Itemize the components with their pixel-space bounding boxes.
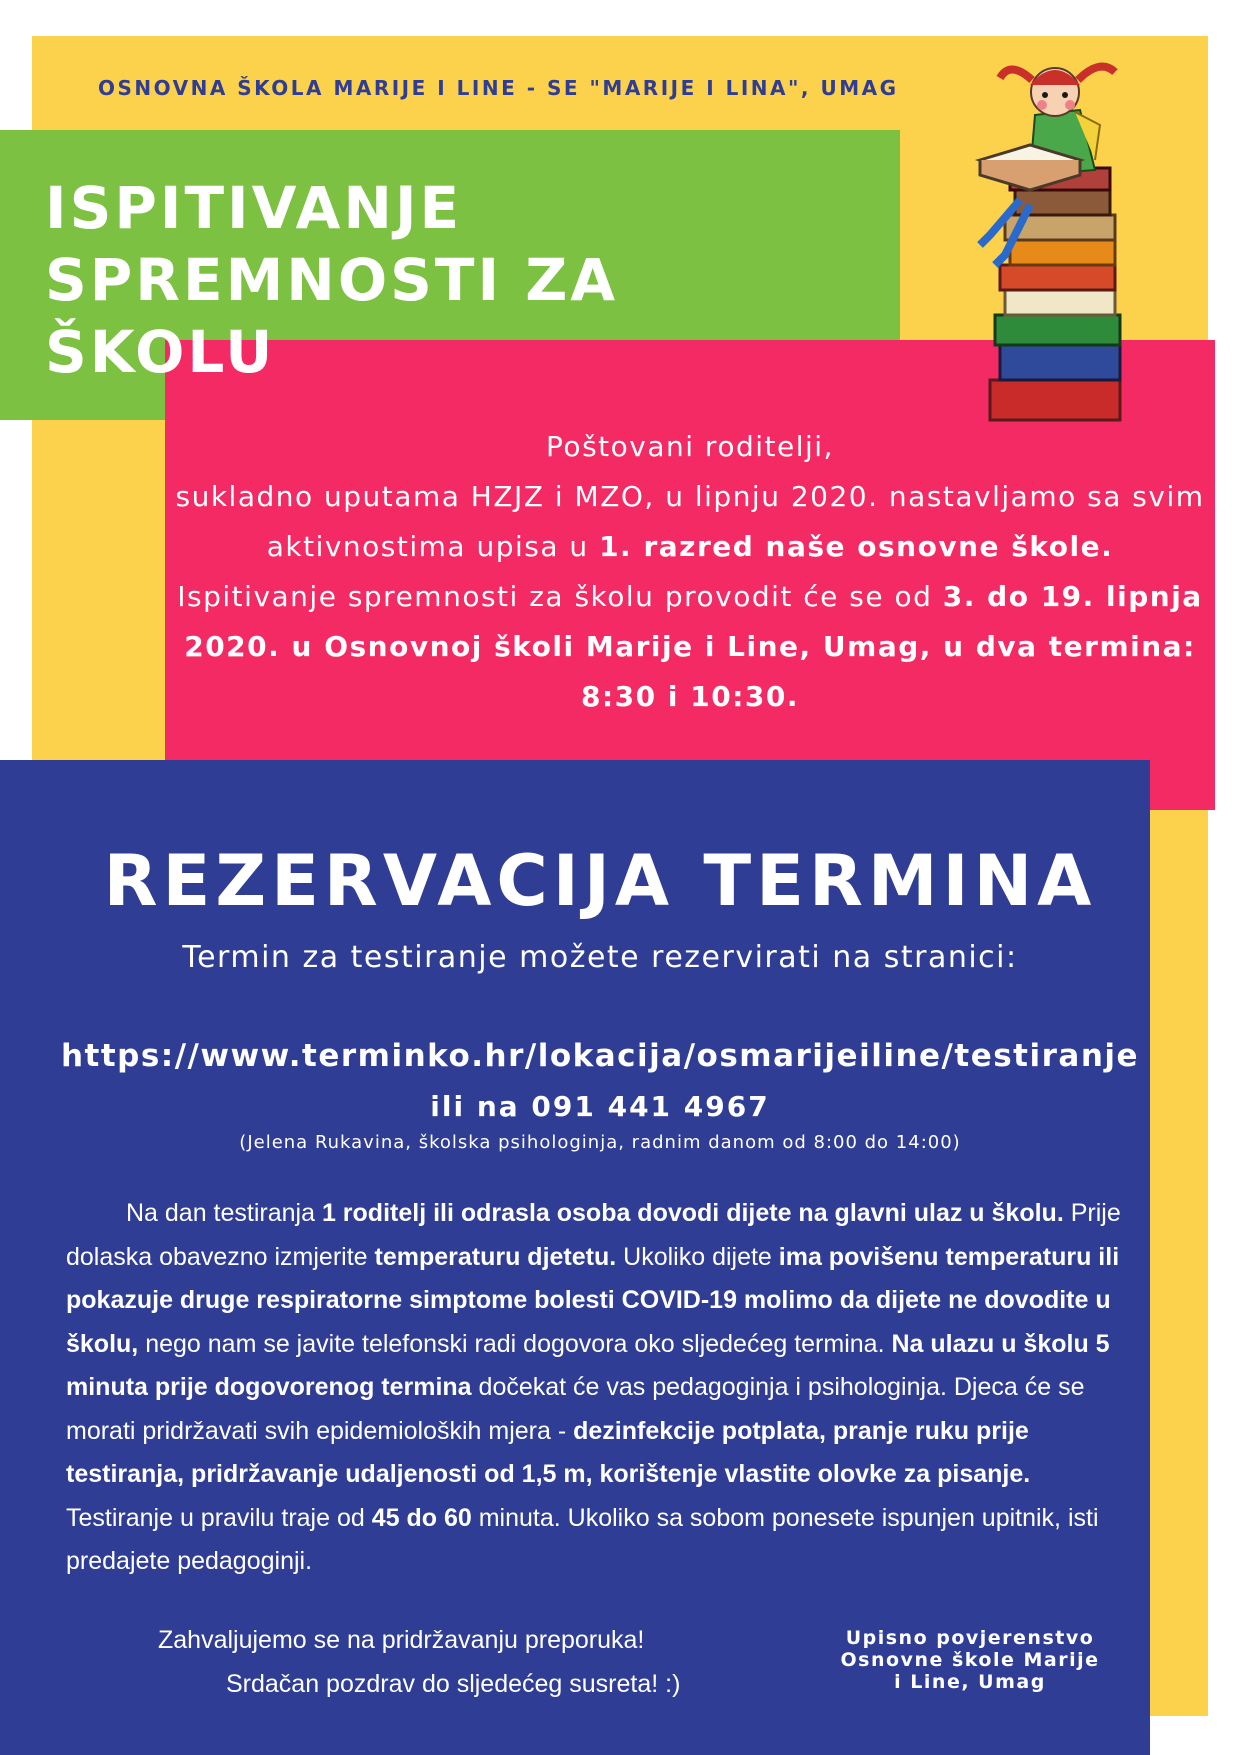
instructions-text-6: Testiranje u pravilu traje od [66, 1503, 372, 1532]
reservation-contact-info: (Jelena Rukavina, školska psihologinja, radnim danom od 8:00 do 14:00) [239, 1132, 961, 1153]
intro-paragraph-1 [170, 472, 1210, 572]
intro-p1-bold: 1. razred naše osnovne škole. [599, 530, 1114, 563]
instructions-text-3: Ukoliko dijete [616, 1242, 779, 1271]
reservation-link[interactable]: https://www.terminko.hr/lokacija/osmarijeiline/testiranje [60, 1038, 1140, 1074]
reservation-phone: ili na 091 441 4967 [430, 1090, 770, 1123]
instructions-bold-2: temperaturu djetetu. [374, 1242, 617, 1271]
instructions-bold-1: 1 roditelj ili odrasla osoba dovodi dijete na glavni ulaz u školu. [321, 1199, 1064, 1227]
intro-greeting: Poštovani roditelji, [546, 430, 834, 463]
signature-block [840, 1627, 1100, 1693]
instructions-bold-3: ima povišenu temperaturu ili pokazuje druge respiratorne simptome bolesti COVID-19 molimo da dijete ne dovodite u školu, [66, 1242, 1120, 1358]
reservation-subtitle: Termin za testiranje možete rezervirati na stranici: [182, 940, 1018, 975]
instructions-text-5: dočekat će vas pedagoginja i psihologinja. Djeca će se morati pridržavati svih epidemioloških mjera - [66, 1373, 1085, 1445]
signature-line-3: i Line, Umag [894, 1671, 1046, 1693]
instructions-text-2: Prije dolaska obavezno izmjerite [66, 1199, 1121, 1271]
instructions-text-7: minuta. Ukoliko sa sobom ponesete ispunjen upitnik, isti predajete pedagoginji. [66, 1503, 1099, 1575]
closing-greeting: Srdačan pozdrav do sljedećeg susreta! :) [226, 1670, 681, 1698]
intro-p2-text: Ispitivanje spremnosti za školu provodit će se od [177, 580, 943, 613]
closing-thanks: Zahvaljujemo se na pridržavanju preporuka! [158, 1626, 645, 1654]
intro-paragraph-2 [170, 572, 1210, 722]
instructions-bold-6: 45 do 60 [371, 1503, 472, 1532]
instructions-text-4: nego nam se javite telefonski radi dogovora oko sljedećeg termina. [138, 1329, 892, 1358]
instructions-bold-5: dezinfekcije potplata, pranje ruku prije testiranja, pridržavanje udaljenosti od 1,5 m, korištenje vlastite olovke za pisanje. [66, 1416, 1031, 1488]
signature-line-1: Upisno povjerenstvo [845, 1627, 1095, 1649]
instructions-bold-4: Na ulazu u školu 5 minuta prije dogovorenog termina [66, 1329, 1110, 1401]
title-line-1: ISPITIVANJE [45, 174, 463, 242]
school-name-header: OSNOVNA ŠKOLA MARIJE I LINE - SE "MARIJE I LINA", UMAG [98, 76, 899, 100]
intro-notice [170, 422, 1210, 722]
instructions-text-1: Na dan testiranja [126, 1199, 322, 1227]
title-line-2: SPREMNOSTI ZA [45, 246, 619, 314]
signature-line-2: Osnovne škole Marije [840, 1649, 1100, 1671]
page-title [45, 172, 805, 388]
reservation-title: REZERVACIJA TERMINA [103, 840, 1097, 922]
title-line-3: ŠKOLU [45, 318, 276, 386]
intro-p1-text: sukladno uputama HZJZ i MZO, u lipnju 2020. nastavljamo sa svim aktivnostima upisa u [175, 480, 1205, 563]
intro-p2-bold: 3. do 19. lipnja 2020. u Osnovnoj školi Marije i Line, Umag, u dva termina: 8:30 i 10:30. [184, 580, 1203, 713]
instructions-paragraph [66, 1192, 1126, 1584]
girl-reading-on-book-stack-icon [960, 50, 1160, 440]
